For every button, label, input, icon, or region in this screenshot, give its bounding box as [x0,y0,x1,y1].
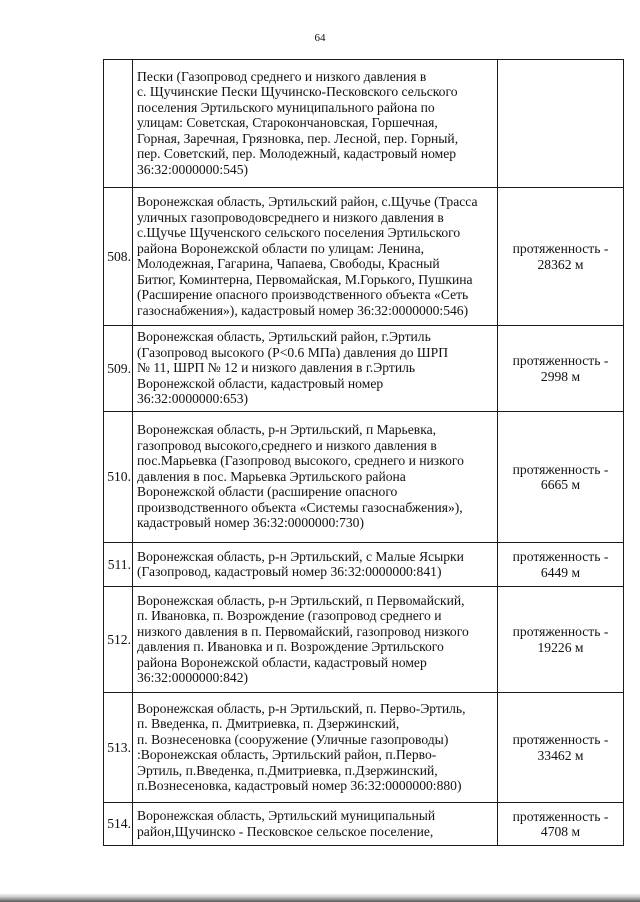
extent-label: протяженность - [512,353,609,368]
extent-value: 33462 м [537,747,584,763]
description-line: газопровод высокого,среднего и низкого давления в [137,437,437,453]
description-line: п. Введенка, п. Дмитриевка, п. Дзержинский, [137,716,400,731]
scan-bottom-edge [0,893,640,902]
row-number: 514. [104,803,133,846]
description-line: п.Вознесеновка, кадастровый номер 36:32:0000000:880) [137,778,462,793]
description-line: Воронежская область, р-н Эртильский, п Марьевка, [137,422,437,438]
row-number: 510. [104,412,133,543]
description-line: :Воронежская область, Эртильский район, п.Перво- [137,747,437,762]
description-line: пер. Советский, пер. Молодежный, кадастровый номер [137,146,457,162]
registry-table-body [104,60,624,846]
description-line: Пески (Газопровод среднего и низкого давления в [137,68,427,84]
description-line: уличных газопроводовсреднего и низкого давления в [137,209,444,225]
extent-value: 19226 м [537,639,584,655]
table-row [104,188,624,326]
object-extent [498,543,624,587]
extent-value: 4708 м [540,824,581,839]
extent-value: 2998 м [540,368,581,384]
table-row [104,326,624,412]
description-line: Воронежская область, Эртильский район, с.Щучье (Трасса [137,194,478,209]
description-line: № 11, ШРП № 12 и низкого давления в г.Эртиль [137,360,416,376]
object-description [133,326,498,412]
object-description [133,412,498,543]
extent-label: протяженность - [512,808,609,824]
description-line: п. Вознесеновка (сооружение (Уличные газопроводы) [137,731,449,747]
object-extent [498,693,624,803]
extent-label: протяженность - [512,624,609,639]
object-description [133,60,498,188]
description-line: (Газопровод, кадастровый номер 36:32:0000000:841) [137,564,442,579]
description-line: 36:32:0000000:545) [137,161,249,177]
description-line: Воронежская область, р-н Эртильский, п Первомайский, [137,592,465,608]
object-extent [498,188,624,326]
description-line: кадастровый номер 36:32:0000000:730) [137,515,364,531]
description-line: давления п. Ивановка и п. Возрождение Эртильского [137,639,444,654]
description-line: Битюг, Коминтерна, Первомайская, М.Горького, Пушкина [137,271,473,287]
extent-value: 6665 м [540,477,581,492]
extent-label: протяженность - [512,549,609,564]
object-description [133,188,498,326]
description-line: п. Ивановка, п. Возрождение (газопровод среднего и [137,608,442,623]
page-number: 64 [314,32,326,44]
description-line: Горная, Заречная, Грязновка, пер. Лесной, пер. Горный, [137,130,459,146]
description-line: давления в пос. Марьевка Эртильского района [137,468,406,484]
object-extent [498,326,624,412]
table-row [104,412,624,543]
description-line: с. Щучинские Пески Щучинско-Песковского сельского [137,84,458,100]
description-line: (Газопровод высокого (Р<0.6 МПа) давления до ШРП [137,344,449,360]
object-extent [498,60,624,188]
description-line: с.Щучье Щученского сельского поселения Эртильского [137,225,461,240]
extent-label: протяженность - [512,241,609,256]
object-extent [498,412,624,543]
description-line: Эртиль, п.Введенка, п.Дмитриевка, п.Дзержинский, [137,762,438,778]
table-row [104,587,624,693]
description-line: Молодежная, Гагарина, Чапаева, Свободы, Красный [137,256,440,271]
extent-label: протяженность - [512,732,609,747]
description-line: район,Щучинско - Песковское сельское поселение, [137,823,434,839]
description-line: Воронежской области (расширение опасного [137,484,398,500]
description-line: пос.Марьевка (Газопровод высокого, среднего и низкого [137,453,464,469]
description-line: Воронежская область, р-н Эртильский, с Малые Ясырки [137,548,464,564]
description-line: низкого давления в п. Первомайский, газопровод низкого [137,623,469,639]
description-line: Воронежская область, р-н Эртильский, п. Перво-Эртиль, [137,700,466,716]
description-line: Воронежская область, Эртильский муниципальный [137,808,436,823]
extent-value: 6449 м [540,564,581,580]
row-number: 508. [104,188,133,326]
object-extent [498,587,624,693]
registry-table [103,59,624,846]
table-row [104,693,624,803]
table-row [104,543,624,587]
object-description [133,543,498,587]
table-row [104,803,624,846]
row-number: 511. [104,543,133,587]
object-description [133,803,498,846]
row-number: 513. [104,693,133,803]
row-number: 509. [104,326,133,412]
extent-label: протяженность - [512,461,609,477]
table-row [104,60,624,188]
row-number: 512. [104,587,133,693]
description-line: 36:32:0000000:653) [137,391,249,407]
extent-value: 28362 м [537,256,584,272]
description-line: Воронежской области, кадастровый номер [137,375,384,391]
object-description [133,587,498,693]
description-line: района Воронежской области, кадастровый номер [137,654,427,670]
description-line: Воронежская область, Эртильский район, г.Эртиль [137,329,431,345]
description-line: производственного объекта «Системы газоснабжения»), [137,499,463,515]
description-line: улицам: Советская, Старокончановская, Горшечная, [137,115,438,131]
description-line: газоснабжения»), кадастровый номер 36:32:0000000:546) [137,302,469,318]
description-line: (Расширение опасного производственного объекта «Сеть [137,287,469,302]
description-line: поселения Эртильского муниципального района по [137,99,435,115]
description-line: 36:32:0000000:842) [137,670,249,685]
row-number [104,60,133,188]
object-extent [498,803,624,846]
description-line: района Воронежской области по улицам: Ленина, [137,240,425,256]
object-description [133,693,498,803]
